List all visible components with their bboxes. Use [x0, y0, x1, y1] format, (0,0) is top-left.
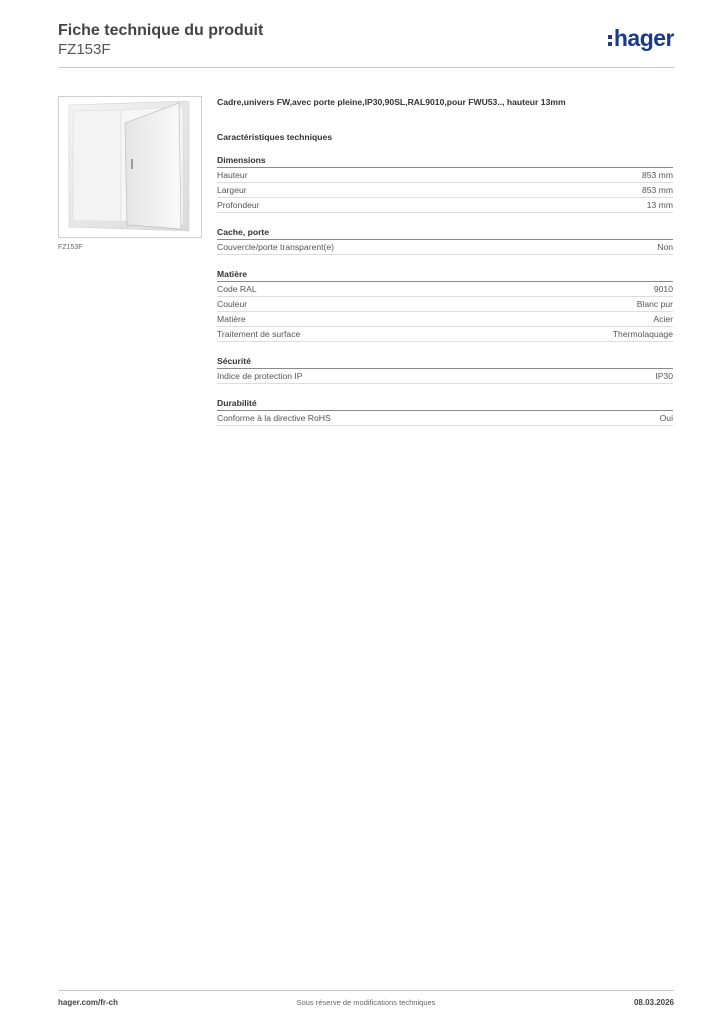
- footer-notice: Sous réserve de modifications techniques: [296, 998, 436, 1007]
- page-header: [58, 22, 674, 68]
- spec-value: 853 mm: [641, 185, 673, 195]
- specs-sections: [217, 154, 673, 426]
- spec-value: Blanc pur: [636, 299, 673, 309]
- spec-value: 13 mm: [646, 200, 673, 210]
- spec-label: Largeur: [217, 185, 247, 195]
- spec-label: Profondeur: [217, 200, 260, 210]
- spec-section: [217, 154, 673, 213]
- header-divider: [58, 67, 674, 68]
- section-title: Durabilité: [217, 397, 673, 411]
- spec-section: [217, 397, 673, 426]
- spec-value: Acier: [653, 314, 673, 324]
- spec-label: Matière: [217, 314, 246, 324]
- spec-label: Hauteur: [217, 170, 248, 180]
- section-title: Matière: [217, 268, 673, 282]
- footer-date: 08.03.2026: [633, 998, 674, 1007]
- spec-row: [217, 411, 673, 426]
- spec-value: IP30: [655, 371, 673, 381]
- spec-label: Indice de protection IP: [217, 371, 303, 381]
- spec-label: Conforme à la directive RoHS: [217, 413, 331, 423]
- logo-text: hager: [613, 25, 674, 51]
- document-title: Fiche technique du produit: [58, 22, 264, 39]
- product-details: [217, 96, 673, 426]
- spec-section: [217, 226, 673, 255]
- logo-dots-icon: [608, 35, 612, 46]
- spec-label: Couvercle/porte transparent(e): [217, 242, 335, 252]
- spec-value: Thermolaquage: [612, 329, 673, 339]
- spec-row: [217, 240, 673, 255]
- spec-label: Traitement de surface: [217, 329, 301, 339]
- specs-title: Caractéristiques techniques: [217, 132, 333, 142]
- section-title: Dimensions: [217, 154, 673, 168]
- spec-row: [217, 369, 673, 384]
- spec-value: Oui: [659, 413, 673, 423]
- section-title: Cache, porte: [217, 226, 673, 240]
- section-title: Sécurité: [217, 355, 673, 369]
- spec-section: [217, 268, 673, 342]
- footer-divider: [58, 990, 674, 991]
- spec-label: Couleur: [217, 299, 248, 309]
- spec-row: [217, 183, 673, 198]
- hager-logo[interactable]: [608, 26, 674, 50]
- product-image: [58, 96, 202, 238]
- spec-row: [217, 198, 673, 213]
- spec-row: [217, 312, 673, 327]
- spec-row: [217, 168, 673, 183]
- product-reference: FZ153F: [58, 41, 111, 58]
- product-description: Cadre,univers FW,avec porte pleine,IP30,90SL,RAL9010,pour FWU53.., hauteur 13mm: [217, 97, 566, 107]
- spec-label: Code RAL: [217, 284, 257, 294]
- image-caption: FZ153F: [58, 244, 83, 251]
- spec-row: [217, 282, 673, 297]
- spec-row: [217, 297, 673, 312]
- frame-with-door-icon: [59, 97, 201, 237]
- spec-value: 9010: [653, 284, 673, 294]
- footer-website-link[interactable]: hager.com/fr-ch: [58, 998, 119, 1007]
- spec-value: Non: [657, 242, 673, 252]
- spec-row: [217, 327, 673, 342]
- spec-section: [217, 355, 673, 384]
- spec-value: 853 mm: [641, 170, 673, 180]
